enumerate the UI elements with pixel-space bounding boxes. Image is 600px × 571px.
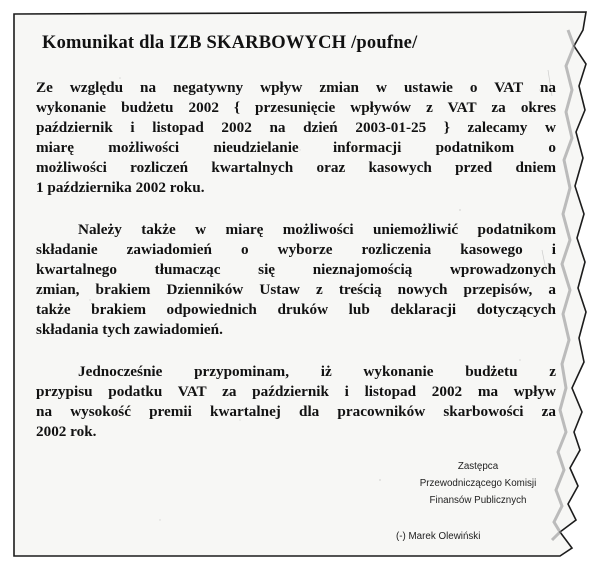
signature-title-line-2: Przewodniczącego Komisji xyxy=(419,478,537,489)
paragraph-1-line-5: możliwości rozliczeń kwartalnych oraz kasowych przed dniem xyxy=(36,159,556,176)
paragraph-1 xyxy=(36,78,556,198)
signature-title-line-1: Zastępca xyxy=(457,461,499,472)
paragraph-2-line-1: Należy także w miarę możliwości uniemożliwić podatnikom xyxy=(78,221,556,238)
paragraph-2-line-4: zmian, brakiem Dzienników Ustaw z treścią nowych przepisów, a xyxy=(36,281,556,298)
paragraph-3-line-2: przypisu podatku VAT za październik i listopad 2002 ma wpływ xyxy=(36,383,556,400)
paragraph-3-line-3: na wysokość premii kwartalnej dla pracowników skarbowości za xyxy=(36,403,556,420)
paragraph-2 xyxy=(36,220,556,340)
paragraph-1-line-6: 1 października 2002 roku. xyxy=(36,179,205,196)
signatory-name: (-) Marek Olewiński xyxy=(396,531,481,542)
paragraph-3-line-4: 2002 rok. xyxy=(36,423,97,440)
paragraph-2-line-3: kwartalnego tłumacząc się nieznajomością wprowadzonych xyxy=(36,261,556,278)
paragraph-3 xyxy=(36,362,556,442)
paragraph-2-line-5: także brakiem odpowiednich druków lub deklaracji dotyczących xyxy=(36,301,556,318)
paragraph-1-line-1: Ze względu na negatywny wpływ zmian w ustawie o VAT na xyxy=(36,79,556,96)
paragraph-2-line-6: składania tych zawiadomień. xyxy=(36,321,223,338)
signature-title-line-3: Finansów Publicznych xyxy=(429,495,527,506)
paragraph-1-line-4: miarę możliwości nieudzielanie informacji podatnikom o xyxy=(36,139,556,156)
paragraph-3-line-1: Jednocześnie przypominam, iż wykonanie budżetu z xyxy=(78,363,556,380)
signature-block xyxy=(388,458,568,542)
document-body xyxy=(36,26,556,442)
paragraph-1-line-2: wykonanie budżetu 2002 { przesunięcie wpływów z VAT za okres xyxy=(36,99,556,116)
paragraph-2-line-2: składanie zawiadomień o wyborze rozliczenia kasowego i xyxy=(36,241,556,258)
paragraph-1-line-3: październik i listopad 2002 na dzień 2003-01-25 } zalecamy w xyxy=(36,119,556,136)
document-title: Komunikat dla IZB SKARBOWYCH /poufne/ xyxy=(42,33,418,53)
